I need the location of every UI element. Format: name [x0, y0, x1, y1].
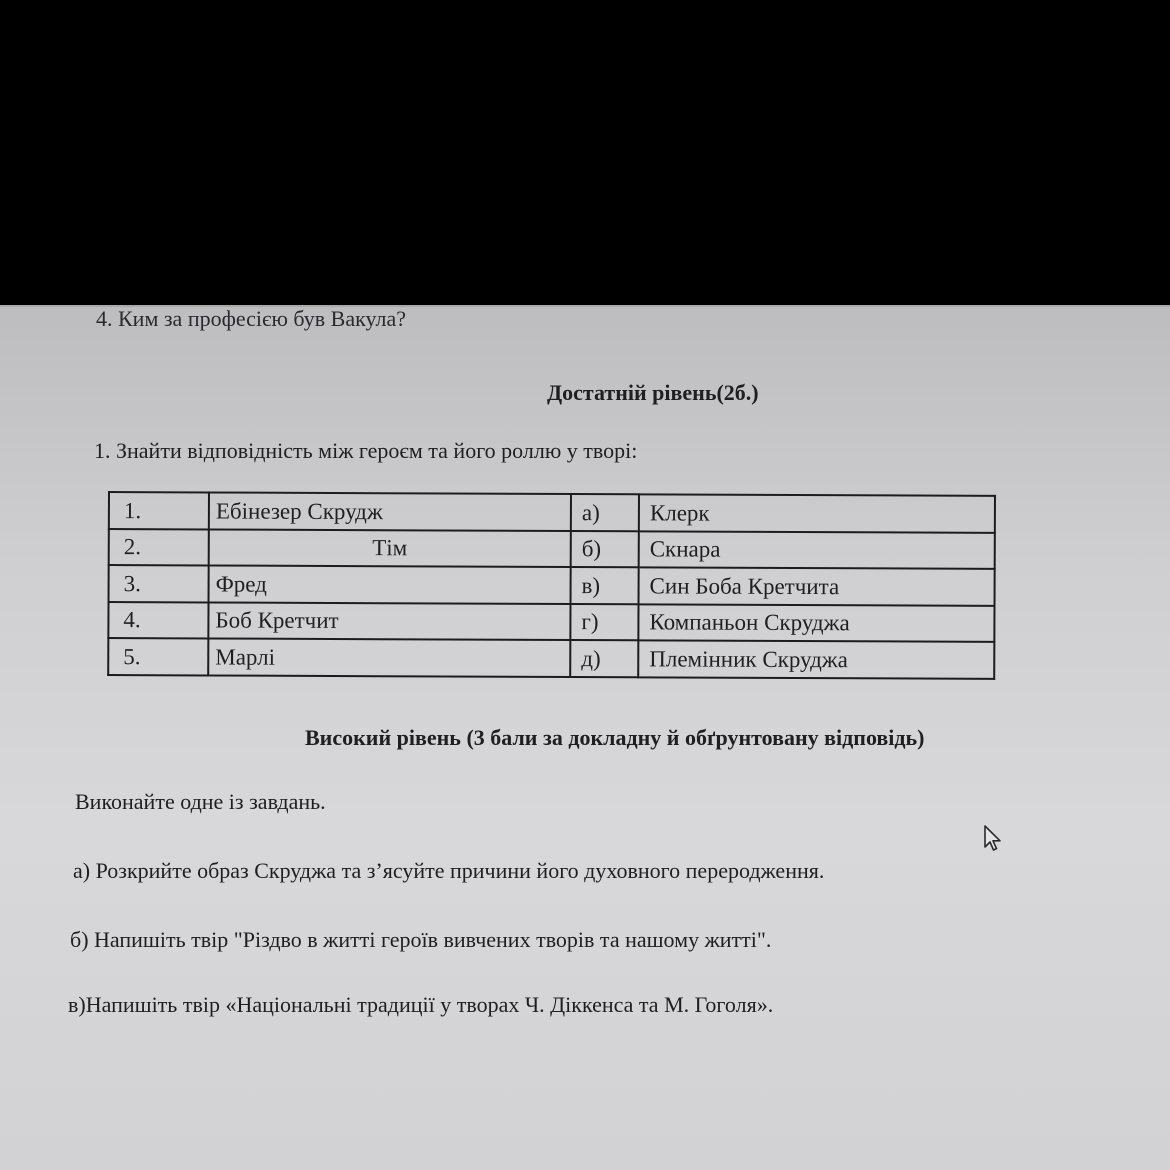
role-description: Скнара: [639, 531, 995, 569]
hero-name: Фред: [209, 565, 571, 603]
option-a: а) Розкрийте образ Скруджа та з’ясуйте причини його духовного переродження.: [73, 858, 825, 883]
document-page: [0, 305, 1170, 1170]
row-number: 4.: [108, 602, 208, 639]
role-letter: а): [571, 494, 639, 531]
hero-name: Боб Кретчит: [208, 602, 570, 640]
instruction-text: Виконайте одне із завдань.: [75, 789, 326, 814]
table-row: [108, 638, 994, 678]
table-row: [109, 529, 995, 569]
option-c: в)Напишіть твір «Національні традиції у творах Ч. Діккенса та М. Гоголя».: [68, 992, 774, 1017]
role-description: Клерк: [639, 494, 995, 532]
role-letter: в): [571, 567, 639, 604]
table-row: [108, 602, 994, 642]
question-4: 4. Ким за професією був Вакула?: [96, 306, 407, 331]
role-letter: г): [570, 604, 638, 641]
role-description: Син Боба Кретчита: [639, 567, 995, 605]
level-sufficient-heading: Достатній рівень(2б.): [547, 380, 759, 405]
row-number: 3.: [109, 565, 209, 602]
task-1-text: 1. Знайти відповідність між героєм та його роллю у творі:: [94, 438, 638, 463]
role-letter: д): [570, 640, 638, 677]
hero-name: Ебінезер Скрудж: [209, 492, 571, 530]
level-high-heading: Високий рівень (3 бали за докладну й обґрунтовану відповідь): [305, 725, 925, 750]
table-row: [109, 492, 995, 532]
mouse-pointer-icon: [983, 825, 1003, 853]
table-row: [109, 565, 995, 605]
role-description: Племінник Скруджа: [638, 640, 994, 678]
row-number: 2.: [109, 529, 209, 566]
hero-name: Марлі: [208, 638, 570, 676]
role-description: Компаньон Скруджа: [638, 604, 994, 642]
row-number: 5.: [108, 638, 208, 675]
option-b: б) Напишіть твір "Різдво в житті героїв вивчених творів та нашому житті".: [70, 927, 772, 952]
matching-table: [107, 491, 996, 679]
hero-name: Тім: [209, 529, 571, 567]
role-letter: б): [571, 531, 639, 568]
row-number: 1.: [109, 492, 209, 529]
